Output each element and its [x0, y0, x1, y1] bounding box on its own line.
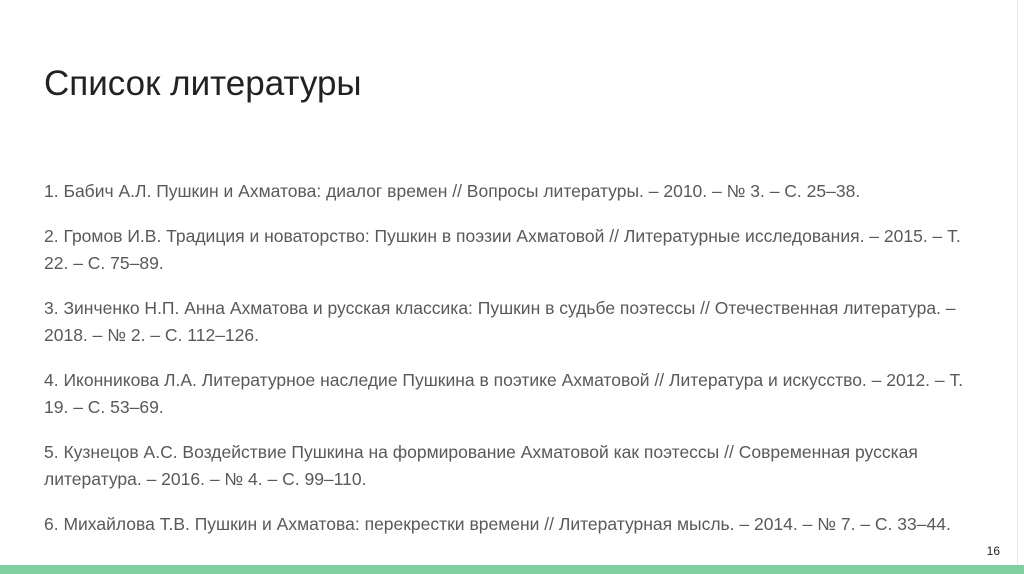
reference-item-1: 1. Бабич А.Л. Пушкин и Ахматова: диалог времен // Вопросы литературы. – 2010. – № 3. – С. 25–38. — [44, 181, 861, 201]
slide-title: Список литературы — [44, 64, 362, 103]
page-number: 16 — [986, 544, 1000, 558]
bottom-accent-bar — [0, 565, 1024, 574]
reference-item-6: 6. Михайлова Т.В. Пушкин и Ахматова: перекрестки времени // Литературная мысль. – 2014. – № 7. – С. 33–44. — [44, 514, 951, 534]
reference-item-4: 4. Иконникова Л.А. Литературное наследие Пушкина в поэтике Ахматовой // Литература и искусство. – 2012. – Т. 19. – С. 53–69. — [44, 370, 964, 417]
reference-item-2: 2. Громов И.В. Традиция и новаторство: Пушкин в поэзии Ахматовой // Литературные исследования. – 2015. – Т. 22. – С. 75–89. — [44, 226, 961, 273]
reference-item-5: 5. Кузнецов А.С. Воздействие Пушкина на формирование Ахматовой как поэтессы // Современная русская литература. – 2016. – № 4. – С. 99–110. — [44, 442, 918, 489]
reference-list — [44, 178, 979, 556]
reference-item-3: 3. Зинченко Н.П. Анна Ахматова и русская классика: Пушкин в судьбе поэтессы // Отечественная литература. – 2018. – № 2. – С. 112–126. — [44, 298, 956, 345]
